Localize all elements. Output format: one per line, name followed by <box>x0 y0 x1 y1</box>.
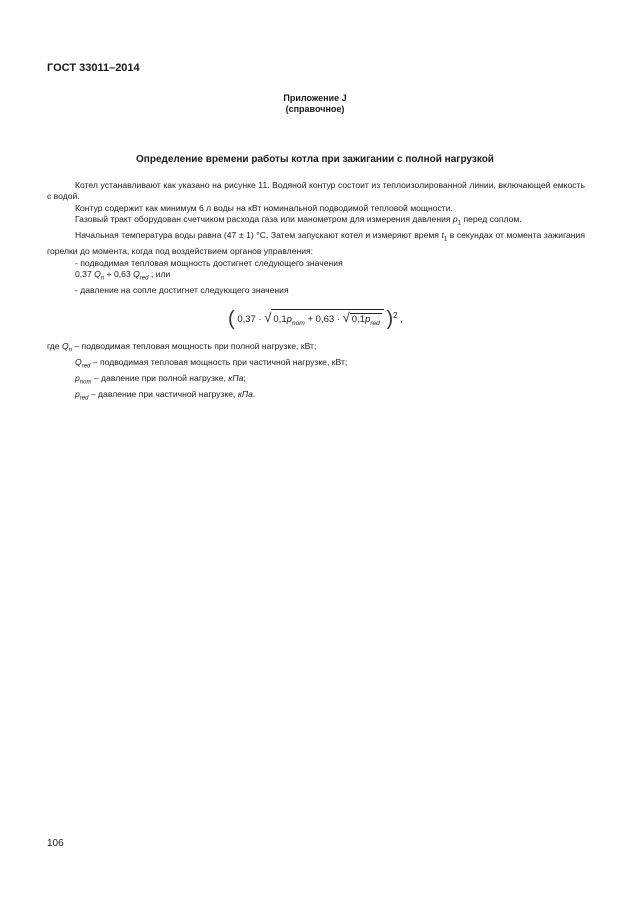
variable-legend <box>47 341 347 406</box>
variable: p <box>286 314 292 326</box>
sqrt-icon: √ <box>342 310 350 326</box>
variable: p <box>75 373 80 384</box>
page-number: 106 <box>47 838 64 849</box>
list-item-2: - давление на сопле достигнет следующего значения <box>75 285 289 296</box>
subscript: red <box>139 276 149 282</box>
exponent: 2 <box>393 310 398 320</box>
subscript: nom <box>291 319 305 327</box>
radicand <box>271 309 383 327</box>
text: + 0,63 · <box>304 314 343 326</box>
text: – давление при полной нагрузке, <box>91 373 229 384</box>
document-code: ГОСТ 33011–2014 <box>47 62 140 74</box>
subscript: nom <box>79 379 92 386</box>
variable: Q <box>75 357 82 368</box>
text: 0,1 <box>273 314 287 326</box>
subscript: n <box>100 276 105 282</box>
paragraph-2: Контур содержит как минимум 6 л воды на кВт номинальной подводимой тепловой мощности. <box>75 202 453 213</box>
subscript: red <box>81 363 91 370</box>
pressure-formula <box>228 308 403 331</box>
appendix-kind: (справочное) <box>285 104 345 114</box>
text: Начальная температура воды равна (47 ± 1) °С. Затем запускают котел и измеряют время <box>75 230 442 241</box>
text: – подводимая тепловая мощность при частичной нагрузке, кВт; <box>90 357 348 368</box>
body-text <box>47 180 585 297</box>
right-paren: ) <box>386 308 394 330</box>
variable: Q <box>133 269 140 280</box>
legend-row <box>47 357 347 373</box>
inner-radicand <box>350 313 382 327</box>
appendix-label: Приложение J <box>283 93 347 103</box>
text: Газовый тракт оборудован счетчиком расхода газа или манометром для измерения давления <box>75 214 453 225</box>
subscript: red <box>370 319 380 327</box>
legend-row <box>47 389 347 405</box>
unit: кПа <box>228 373 244 384</box>
text: где <box>47 341 62 351</box>
text: + 0,63 <box>104 269 134 280</box>
text: – подводимая тепловая мощность при полной нагрузке, кВт; <box>71 341 317 351</box>
list-item-1: - подводимая тепловая мощность достигнет следующего значения <box>75 257 343 268</box>
paragraph-1: Котел устанавливают как указано на рисунке 11. Водяной контур состоит из теплоизолированной линии, включающей емкость с водой. <box>47 180 585 202</box>
variable: t <box>441 230 444 241</box>
coefficient: 0,37 · <box>237 314 265 326</box>
text: 0,37 <box>75 269 95 280</box>
text: 0,1 <box>351 314 365 326</box>
variable: Q <box>61 341 69 351</box>
subscript: n <box>68 347 72 354</box>
text: перед соплом. <box>461 214 522 225</box>
subscript: 1 <box>443 237 448 244</box>
subscript: 1 <box>457 220 462 227</box>
paragraph-4 <box>47 230 585 258</box>
expression-line <box>47 269 585 285</box>
variable: Q <box>94 269 101 280</box>
variable: p <box>452 214 458 225</box>
text: . <box>252 389 256 400</box>
appendix-heading <box>0 93 630 115</box>
text: – давление при частичной нагрузке, <box>88 389 238 400</box>
comma: , <box>397 314 403 326</box>
section-title: Определение времени работы котла при зажигании с полной нагрузкой <box>136 154 494 165</box>
text: ; или <box>148 269 171 280</box>
legend-row <box>47 341 347 357</box>
text: в секундах от момента зажигания горелки до момента, когда под воздействием органов управления: <box>47 230 585 257</box>
text: ; <box>243 373 246 384</box>
sqrt-icon: √ <box>264 310 272 326</box>
left-paren: ( <box>228 308 235 330</box>
paragraph-3 <box>47 214 585 230</box>
variable: p <box>364 314 371 326</box>
unit: кПа <box>237 389 253 400</box>
variable: p <box>75 389 80 400</box>
subscript: red <box>79 396 89 403</box>
legend-row <box>47 373 347 389</box>
